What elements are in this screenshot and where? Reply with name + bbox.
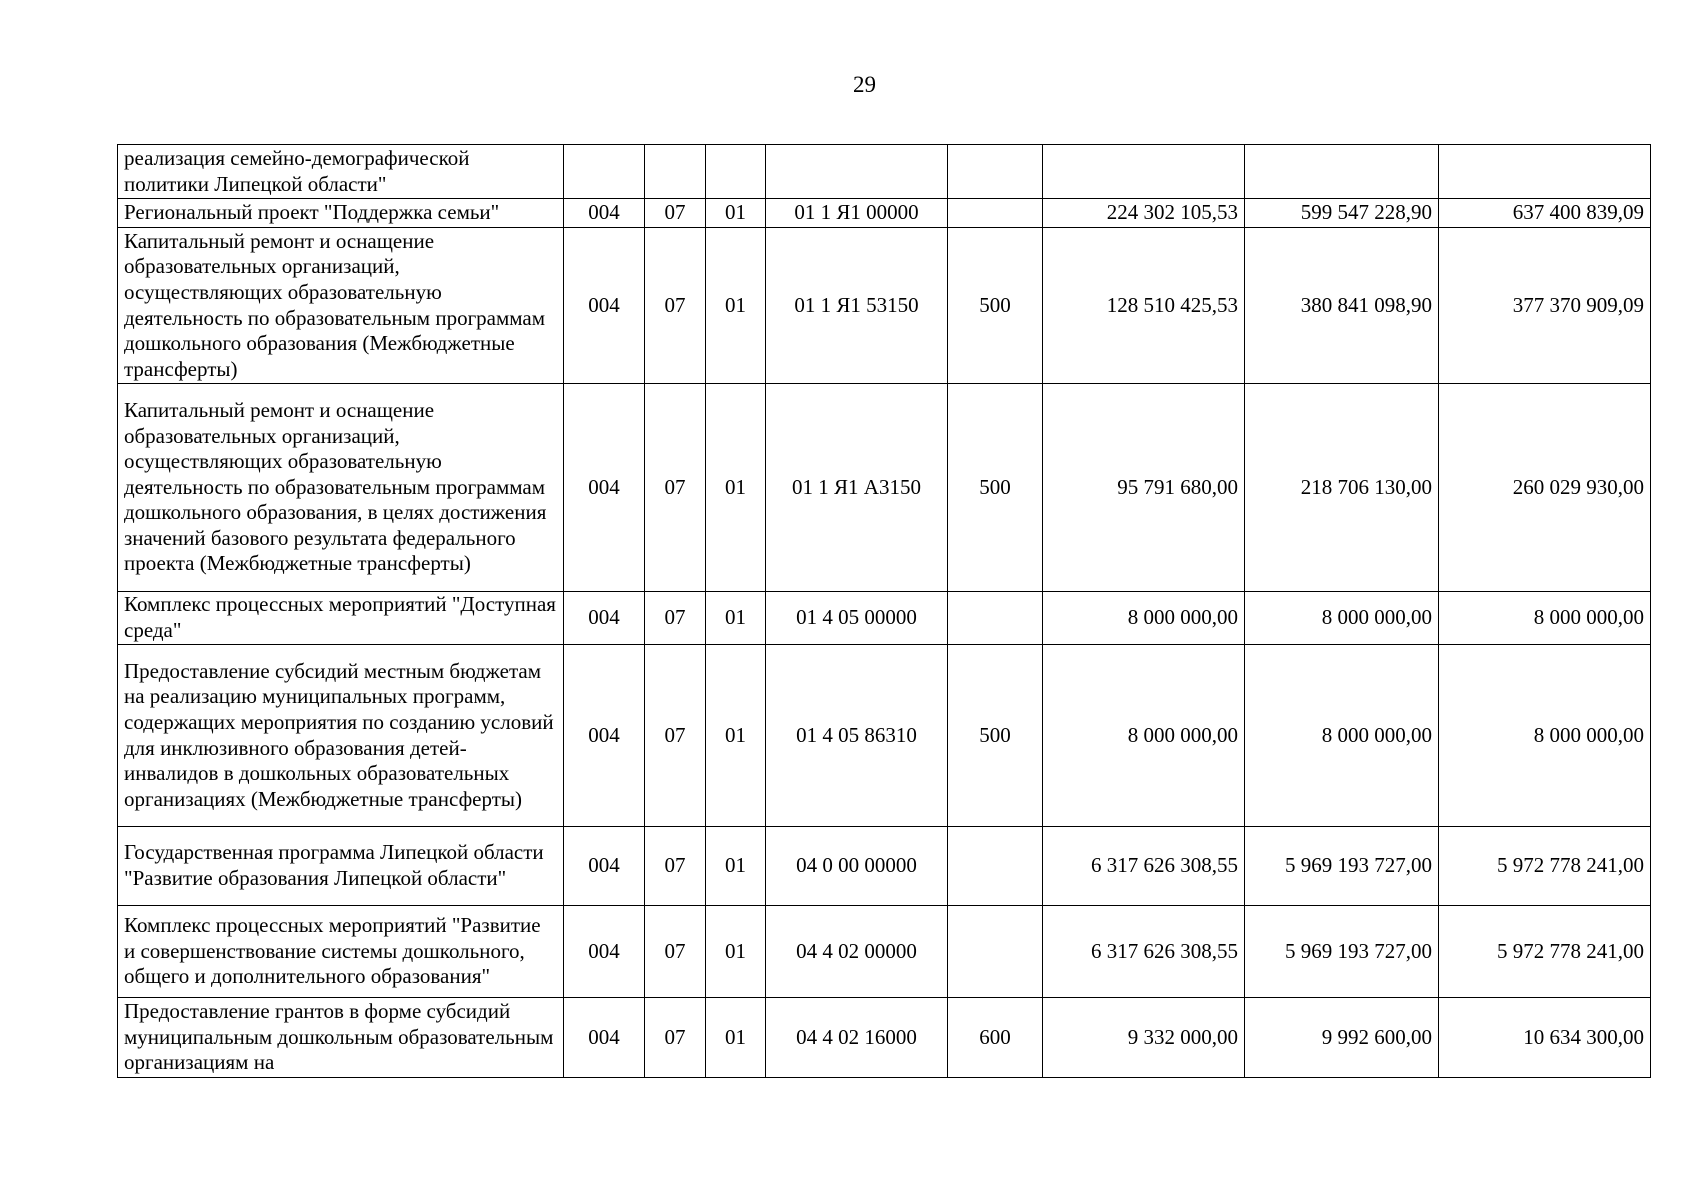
- row-section-code: [645, 145, 706, 199]
- row-amount-year-1: 6 317 626 308,55: [1043, 906, 1245, 998]
- row-section-code: 07: [645, 827, 706, 906]
- row-subsection-code: 01: [706, 645, 766, 827]
- table-body: [118, 145, 1651, 1078]
- row-amount-year-2: 5 969 193 727,00: [1245, 827, 1439, 906]
- row-admin-code: 004: [564, 199, 645, 228]
- row-amount-year-1: 224 302 105,53: [1043, 199, 1245, 228]
- row-amount-year-3: 377 370 909,09: [1439, 228, 1651, 384]
- row-amount-year-3: 5 972 778 241,00: [1439, 827, 1651, 906]
- row-subsection-code: 01: [706, 384, 766, 592]
- row-admin-code: 004: [564, 228, 645, 384]
- row-subsection-code: 01: [706, 592, 766, 645]
- row-name: Капитальный ремонт и оснащение образовательных организаций, осуществляющих образовательную деятельность по образовательным программам дошкольного образования (Межбюджетные трансферты): [118, 228, 564, 384]
- row-name: Капитальный ремонт и оснащение образовательных организаций, осуществляющих образовательную деятельность по образовательным программам дошкольного образования, в целях достижения значений базового результата федерального проекта (Межбюджетные трансферты): [118, 384, 564, 592]
- row-expense-type: [948, 199, 1043, 228]
- row-amount-year-3: 637 400 839,09: [1439, 199, 1651, 228]
- row-section-code: 07: [645, 906, 706, 998]
- row-admin-code: [564, 145, 645, 199]
- table-row: [118, 906, 1651, 998]
- row-subsection-code: 01: [706, 906, 766, 998]
- row-subsection-code: 01: [706, 199, 766, 228]
- row-amount-year-1: 8 000 000,00: [1043, 645, 1245, 827]
- row-name: Предоставление грантов в форме субсидий муниципальным дошкольным образовательным организациям на: [118, 998, 564, 1078]
- row-subsection-code: 01: [706, 827, 766, 906]
- row-amount-year-3: 10 634 300,00: [1439, 998, 1651, 1078]
- row-section-code: 07: [645, 384, 706, 592]
- row-expense-type: 600: [948, 998, 1043, 1078]
- row-section-code: 07: [645, 998, 706, 1078]
- row-name: Предоставление субсидий местным бюджетам на реализацию муниципальных программ, содержащих мероприятия по созданию условий для инклюзивного образования детей-инвалидов в дошкольных образовательных организациях (Межбюджетные трансферты): [118, 645, 564, 827]
- row-expense-type: 500: [948, 645, 1043, 827]
- row-amount-year-3: 8 000 000,00: [1439, 645, 1651, 827]
- row-target-article: 04 4 02 00000: [766, 906, 948, 998]
- row-amount-year-2: 218 706 130,00: [1245, 384, 1439, 592]
- row-admin-code: 004: [564, 592, 645, 645]
- row-admin-code: 004: [564, 906, 645, 998]
- row-target-article: [766, 145, 948, 199]
- row-amount-year-2: 5 969 193 727,00: [1245, 906, 1439, 998]
- row-amount-year-2: 8 000 000,00: [1245, 645, 1439, 827]
- budget-table: [117, 144, 1651, 1078]
- row-amount-year-1: 128 510 425,53: [1043, 228, 1245, 384]
- row-name: Государственная программа Липецкой области "Развитие образования Липецкой области": [118, 827, 564, 906]
- row-name: Комплекс процессных мероприятий "Развитие и совершенствование системы дошкольного, общего и дополнительного образования": [118, 906, 564, 998]
- table-row: [118, 145, 1651, 199]
- row-amount-year-3: 5 972 778 241,00: [1439, 906, 1651, 998]
- table-row: [118, 384, 1651, 592]
- row-expense-type: [948, 592, 1043, 645]
- row-target-article: 01 1 Я1 53150: [766, 228, 948, 384]
- table-row: [118, 228, 1651, 384]
- row-target-article: 01 4 05 86310: [766, 645, 948, 827]
- row-target-article: 04 4 02 16000: [766, 998, 948, 1078]
- row-subsection-code: [706, 145, 766, 199]
- row-amount-year-3: 8 000 000,00: [1439, 592, 1651, 645]
- row-name: Комплекс процессных мероприятий "Доступная среда": [118, 592, 564, 645]
- row-amount-year-3: [1439, 145, 1651, 199]
- table-row: [118, 998, 1651, 1078]
- row-section-code: 07: [645, 228, 706, 384]
- row-subsection-code: 01: [706, 998, 766, 1078]
- row-admin-code: 004: [564, 827, 645, 906]
- row-expense-type: 500: [948, 228, 1043, 384]
- table-row: [118, 827, 1651, 906]
- row-amount-year-2: 380 841 098,90: [1245, 228, 1439, 384]
- row-amount-year-1: [1043, 145, 1245, 199]
- row-section-code: 07: [645, 645, 706, 827]
- table-row: [118, 645, 1651, 827]
- row-expense-type: [948, 827, 1043, 906]
- row-expense-type: 500: [948, 384, 1043, 592]
- row-name: реализация семейно-демографической политики Липецкой области": [118, 145, 564, 199]
- row-amount-year-1: 95 791 680,00: [1043, 384, 1245, 592]
- row-amount-year-1: 9 332 000,00: [1043, 998, 1245, 1078]
- row-amount-year-1: 8 000 000,00: [1043, 592, 1245, 645]
- row-section-code: 07: [645, 199, 706, 228]
- table-row: [118, 199, 1651, 228]
- row-amount-year-1: 6 317 626 308,55: [1043, 827, 1245, 906]
- page-number: 29: [853, 72, 876, 97]
- row-target-article: 01 1 Я1 А3150: [766, 384, 948, 592]
- row-expense-type: [948, 906, 1043, 998]
- row-amount-year-2: 599 547 228,90: [1245, 199, 1439, 228]
- table-row: [118, 592, 1651, 645]
- row-section-code: 07: [645, 592, 706, 645]
- row-target-article: 04 0 00 00000: [766, 827, 948, 906]
- row-name: Региональный проект "Поддержка семьи": [118, 199, 564, 228]
- row-admin-code: 004: [564, 998, 645, 1078]
- row-target-article: 01 4 05 00000: [766, 592, 948, 645]
- row-amount-year-2: 9 992 600,00: [1245, 998, 1439, 1078]
- row-subsection-code: 01: [706, 228, 766, 384]
- row-amount-year-2: [1245, 145, 1439, 199]
- row-amount-year-2: 8 000 000,00: [1245, 592, 1439, 645]
- row-admin-code: 004: [564, 384, 645, 592]
- row-admin-code: 004: [564, 645, 645, 827]
- row-expense-type: [948, 145, 1043, 199]
- row-target-article: 01 1 Я1 00000: [766, 199, 948, 228]
- row-amount-year-3: 260 029 930,00: [1439, 384, 1651, 592]
